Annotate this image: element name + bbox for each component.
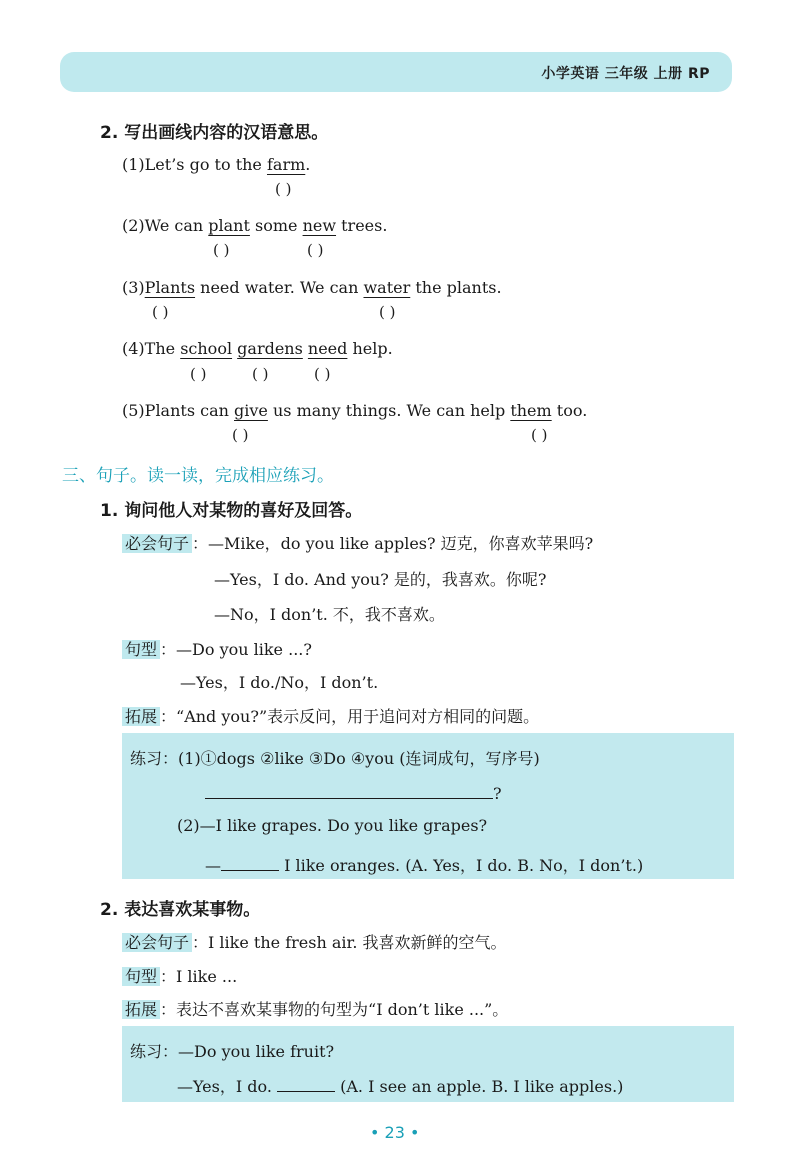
answer-paren: ( ) [190, 365, 207, 383]
practice-label: 练习 [130, 1042, 163, 1061]
practice-q: 练习：—Do you like fruit? [130, 1042, 335, 1061]
answer-line-row: ? [205, 780, 502, 803]
key-sentence-line: 必会句子 ：I like the fresh air. 我喜欢新鲜的空气。 [122, 930, 507, 953]
answer-blank[interactable] [205, 780, 493, 799]
answer-paren: ( ) [379, 303, 396, 321]
practice-label: 练习 [130, 749, 163, 768]
pattern-line: —Yes，I do./No，I don’t. [180, 673, 379, 692]
practice-answer: —Yes，I do. (A. I see an apple. B. I like apples.) [177, 1073, 623, 1097]
question-4: (4)The school gardens need help. [122, 339, 393, 358]
header-band [60, 52, 732, 92]
key-sentence-line: —No，I don’t. 不，我不喜欢。 [214, 605, 445, 624]
sub2-heading: 2. 表达喜欢某事物。 [100, 900, 261, 920]
section2-heading: 2. 写出画线内容的汉语意思。 [100, 123, 329, 143]
answer-paren: ( ) [275, 180, 292, 198]
question-2: (2)We can plant some new trees. [122, 216, 388, 235]
key-sentence-label: 必会句子 [122, 933, 192, 952]
answer-paren: ( ) [232, 426, 249, 444]
answer-paren: ( ) [152, 303, 169, 321]
question-3: (3)Plants need water. We can water the plants. [122, 278, 502, 297]
key-sentence-label: 必会句子 [122, 534, 192, 553]
page-number: • 23 • [370, 1123, 420, 1142]
extension-label: 拓展 [122, 1000, 160, 1019]
answer-blank[interactable] [221, 852, 279, 871]
pattern-label: 句型 [122, 640, 160, 659]
pattern-line: 句型 ：—Do you like ...? [122, 637, 312, 660]
answer-paren: ( ) [307, 241, 324, 259]
sub1-heading: 1. 询问他人对某物的喜好及回答。 [100, 501, 363, 521]
pattern-label: 句型 [122, 967, 160, 986]
extension-line: 拓展 ：“And you?”表示反问，用于追问对方相同的问题。 [122, 704, 539, 727]
answer-blank[interactable] [277, 1073, 335, 1092]
question-5: (5)Plants can give us many things. We can help them too. [122, 401, 588, 420]
answer-paren: ( ) [314, 365, 331, 383]
answer-paren: ( ) [252, 365, 269, 383]
practice-q1: 练习：(1)①dogs ②like ③Do ④you (连词成句，写序号) [130, 749, 540, 768]
pattern-line: 句型 ：I like ... [122, 964, 237, 987]
extension-line: 拓展 ：表达不喜欢某事物的句型为“I don’t like ...”。 [122, 997, 508, 1020]
extension-label: 拓展 [122, 707, 160, 726]
header-title: 小学英语 三年级 上册 RP [541, 66, 710, 82]
practice-q2: (2)—I like grapes. Do you like grapes? [177, 816, 488, 835]
part3-heading: 三、句子。读一读，完成相应练习。 [62, 466, 334, 486]
question-1: (1)Let’s go to the farm. [122, 155, 311, 174]
answer-paren: ( ) [531, 426, 548, 444]
key-sentence-line: —Yes，I do. And you? 是的，我喜欢。你呢? [214, 570, 547, 589]
practice-q2-answer: — I like oranges. (A. Yes，I do. B. No，I don’t.) [205, 852, 643, 876]
key-sentence-line: 必会句子 ：—Mike，do you like apples? 迈克，你喜欢苹果吗? [122, 531, 593, 554]
answer-paren: ( ) [213, 241, 230, 259]
